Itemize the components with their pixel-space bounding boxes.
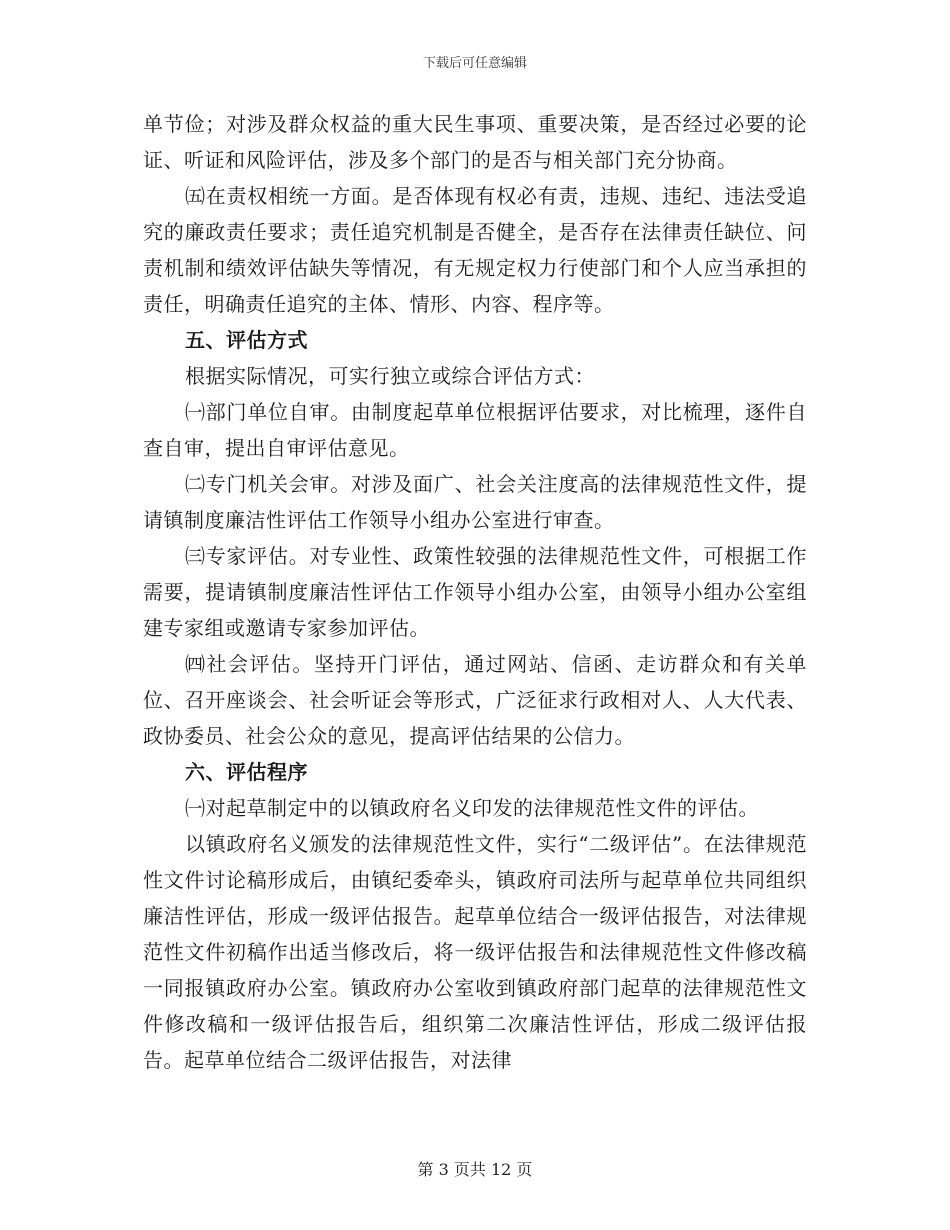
paragraph: ㈣社会评估。坚持开门评估，通过网站、信函、走访群众和有关单位、召开座谈会、社会听证会等形式，广泛征求行政相对人、人大代表、政协委员、社会公众的意见，提高评估结果的公信力。 — [143, 652, 807, 748]
paragraph: ㈠部门单位自审。由制度起草单位根据评估要求，对比梳理，逐件自查自审，提出自审评估意见。 — [143, 400, 807, 460]
paragraph: 以镇政府名义颁发的法律规范性文件，实行“二级评估”。在法律规范性文件讨论稿形成后，由镇纪委牵头，镇政府司法所与起草单位共同组织廉洁性评估，形成一级评估报告。起草单位结合一级评估报告，对法律规范性文件初稿作出适当修改后，将一级评估报告和法律规范性文件修改稿一同报镇政府办公室。镇政府办公室收到镇政府部门起草的法律规范性文件修改稿和一级评估报告后，组织第二次廉洁性评估，形成二级评估报告。起草单位结合二级评估报告，对法律 — [143, 832, 807, 1072]
paragraph: ㈢专家评估。对专业性、政策性较强的法律规范性文件，可根据工作需要，提请镇制度廉洁性评估工作领导小组办公室，由领导小组办公室组建专家组或邀请专家参加评估。 — [143, 544, 807, 640]
section-heading: 五、评估方式 — [185, 328, 308, 352]
paragraph: ㈤在责权相统一方面。是否体现有权必有责，违规、违纪、违法受追究的廉政责任要求；责任追究机制是否健全，是否存在法律责任缺位、问责机制和绩效评估缺失等情况，有无规定权力行使部门和个人应当承担的责任，明确责任追究的主体、情形、内容、程序等。 — [143, 184, 807, 316]
page-header: 下载后可任意编辑 — [422, 56, 527, 71]
paragraph: ㈡专门机关会审。对涉及面广、社会关注度高的法律规范性文件，提请镇制度廉洁性评估工作领导小组办公室进行审查。 — [143, 472, 807, 532]
paragraph: 根据实际情况，可实行独立或综合评估方式： — [185, 364, 595, 388]
page-footer: 第 3 页共 12 页 — [417, 1160, 533, 1179]
document-body — [143, 106, 807, 1078]
paragraph: ㈠对起草制定中的以镇政府名义印发的法律规范性文件的评估。 — [185, 796, 759, 820]
paragraph: 单节俭；对涉及群众权益的重大民生事项、重要决策，是否经过必要的论证、听证和风险评估，涉及多个部门的是否与相关部门充分协商。 — [143, 112, 807, 172]
section-heading: 六、评估程序 — [185, 760, 308, 784]
